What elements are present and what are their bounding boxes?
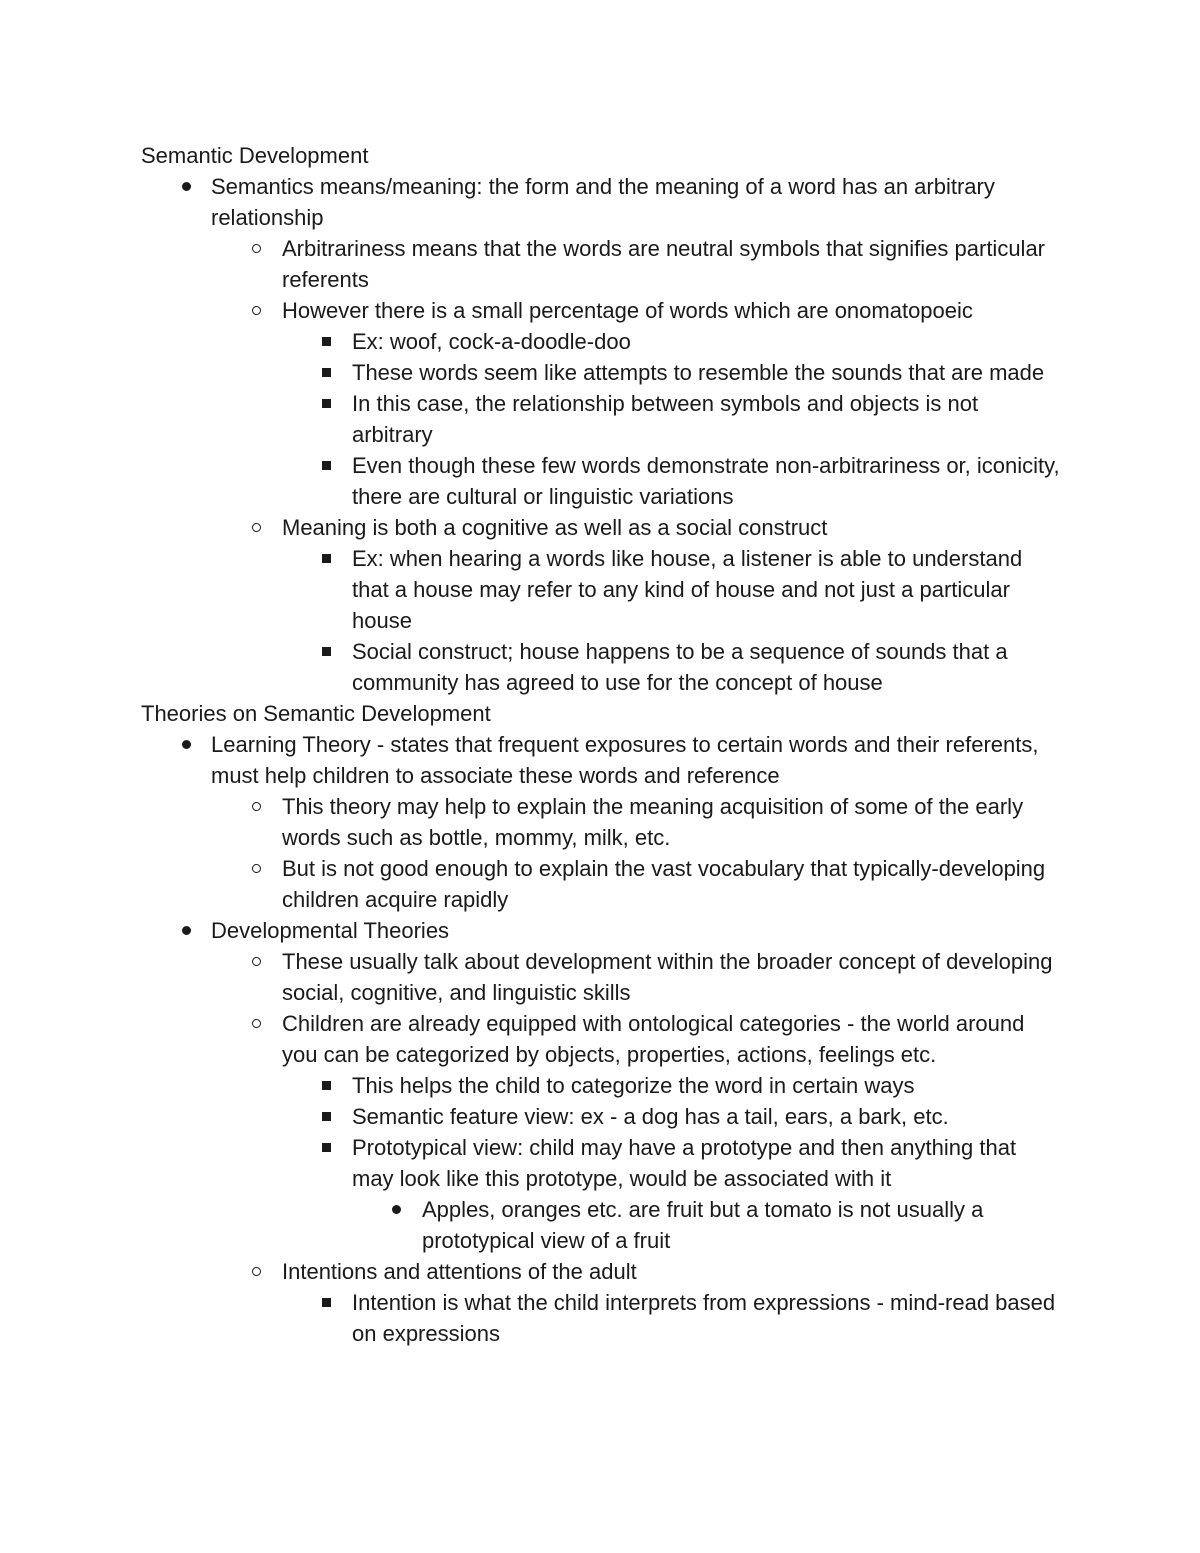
list-item bbox=[0, 233, 1062, 295]
list-item bbox=[0, 853, 1062, 915]
list-item bbox=[0, 1132, 1062, 1194]
list-item-text: Ex: when hearing a words like house, a listener is able to understand that a house may refer to any kind of house and not just a particular house bbox=[352, 546, 1023, 633]
list-item-text: However there is a small percentage of words which are onomatopoeic bbox=[282, 298, 973, 323]
circle-bullet-icon bbox=[246, 1008, 266, 1039]
square-bullet-icon bbox=[316, 326, 336, 357]
list-item bbox=[0, 1256, 1062, 1287]
square-bullet-icon bbox=[316, 357, 336, 388]
list-item-text: Children are already equipped with ontological categories - the world around you can be categorized by objects, properties, actions, feelings etc. bbox=[282, 1011, 1025, 1067]
list-item bbox=[0, 729, 1061, 791]
list-item bbox=[0, 543, 1062, 636]
disc-bullet-icon bbox=[176, 171, 196, 202]
disc-bullet-icon bbox=[176, 915, 196, 946]
list-item-text: Intentions and attentions of the adult bbox=[282, 1259, 637, 1284]
square-bullet-icon bbox=[316, 543, 336, 574]
section-heading: Theories on Semantic Development bbox=[141, 701, 491, 726]
list-item-text: These words seem like attempts to resemble the sounds that are made bbox=[352, 360, 1045, 385]
list-item bbox=[0, 512, 1062, 543]
list-item-text: Ex: woof, cock-a-doodle-doo bbox=[352, 329, 631, 354]
circle-bullet-icon bbox=[246, 791, 266, 822]
list-item-text: Intention is what the child interprets from expressions - mind-read based on expressions bbox=[352, 1290, 1056, 1346]
list-item-text: In this case, the relationship between symbols and objects is not arbitrary bbox=[352, 391, 979, 447]
list-item bbox=[0, 357, 1062, 388]
square-bullet-icon bbox=[316, 1101, 336, 1132]
square-bullet-icon bbox=[316, 450, 336, 481]
list-item-text: Even though these few words demonstrate non-arbitrariness or, iconicity, there are cultural or linguistic variations bbox=[352, 453, 1060, 509]
circle-bullet-icon bbox=[246, 295, 266, 326]
circle-bullet-icon bbox=[246, 1256, 266, 1287]
circle-bullet-icon bbox=[246, 946, 266, 977]
list-item-text: Meaning is both a cognitive as well as a social construct bbox=[282, 515, 828, 540]
list-item bbox=[0, 1287, 1062, 1349]
disc-bullet-icon bbox=[386, 1194, 406, 1225]
list-item bbox=[0, 388, 1062, 450]
list-item bbox=[0, 636, 1062, 698]
square-bullet-icon bbox=[316, 1287, 336, 1318]
list-item-text: This helps the child to categorize the word in certain ways bbox=[352, 1073, 915, 1098]
list-item-text: Semantic feature view: ex - a dog has a tail, ears, a bark, etc. bbox=[352, 1104, 949, 1129]
document-body bbox=[0, 140, 1200, 1349]
list-item bbox=[0, 1008, 1062, 1070]
list-item-text: Developmental Theories bbox=[211, 918, 450, 943]
circle-bullet-icon bbox=[246, 853, 266, 884]
list-item bbox=[0, 1194, 1062, 1256]
list-item-text: Prototypical view: child may have a prototype and then anything that may look like this prototype, would be associated with it bbox=[352, 1135, 1017, 1191]
list-item-text: These usually talk about development within the broader concept of developing social, cognitive, and linguistic skills bbox=[282, 949, 1053, 1005]
disc-bullet-icon bbox=[176, 729, 196, 760]
square-bullet-icon bbox=[316, 636, 336, 667]
list-item bbox=[0, 171, 1061, 233]
square-bullet-icon bbox=[316, 1070, 336, 1101]
list-item bbox=[0, 1070, 1062, 1101]
list-item bbox=[0, 295, 1062, 326]
list-item-text: But is not good enough to explain the vast vocabulary that typically-developing children acquire rapidly bbox=[282, 856, 1046, 912]
list-item bbox=[0, 946, 1062, 1008]
list-item bbox=[0, 326, 1062, 357]
circle-bullet-icon bbox=[246, 512, 266, 543]
list-item bbox=[0, 791, 1062, 853]
list-item-text: Semantics means/meaning: the form and the meaning of a word has an arbitrary relationship bbox=[211, 174, 995, 230]
square-bullet-icon bbox=[316, 388, 336, 419]
list-item bbox=[0, 450, 1062, 512]
list-item-text: This theory may help to explain the meaning acquisition of some of the early words such as bottle, mommy, milk, etc. bbox=[282, 794, 1024, 850]
list-item-text: Apples, oranges etc. are fruit but a tomato is not usually a prototypical view of a fruit bbox=[422, 1197, 984, 1253]
square-bullet-icon bbox=[316, 1132, 336, 1163]
list-item bbox=[0, 1101, 1062, 1132]
list-item-text: Arbitrariness means that the words are neutral symbols that signifies particular referents bbox=[282, 236, 1046, 292]
section-heading: Semantic Development bbox=[141, 143, 369, 168]
list-item-text: Learning Theory - states that frequent exposures to certain words and their referents, must help children to associate these words and reference bbox=[211, 732, 1039, 788]
circle-bullet-icon bbox=[246, 233, 266, 264]
list-item bbox=[0, 915, 1061, 946]
list-item-text: Social construct; house happens to be a sequence of sounds that a community has agreed to use for the concept of house bbox=[352, 639, 1008, 695]
